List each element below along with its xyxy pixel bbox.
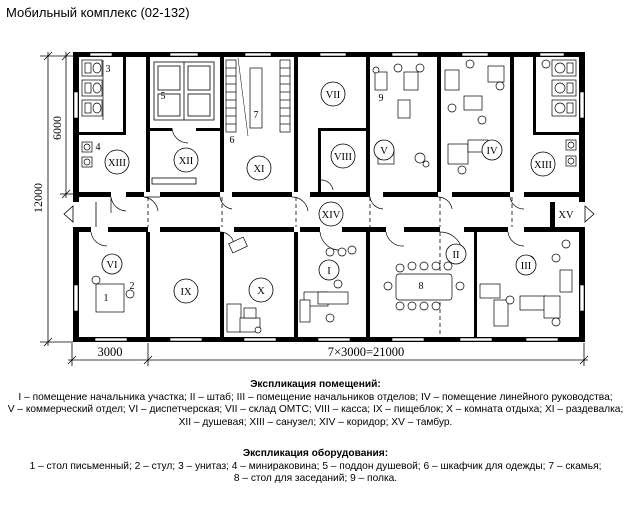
room-label-XI: XI <box>253 164 265 175</box>
room-label-XIII-right: XIII <box>533 160 553 171</box>
room-label-VII: VII <box>325 90 341 101</box>
rooms-legend-line: V – коммерческий отдел; VI – диспетчерская; VII – склад ОМТС; VIII – касса; IX – пищеблок; X – комната отдыха; XI – раздевалка; <box>7 404 624 416</box>
room-label-VI: VI <box>106 260 118 271</box>
equip-mark-2: 2 <box>129 281 135 292</box>
room-label-XIII-left: XIII <box>107 158 127 169</box>
equip-mark-7: 7 <box>253 110 259 121</box>
equip-mark-6: 6 <box>229 135 235 146</box>
room-label-VIII: VIII <box>333 152 353 163</box>
equipment-legend-line: 8 – стол для заседаний; 9 – полка. <box>233 473 398 485</box>
room-label-X: X <box>257 286 265 297</box>
room-label-XV: XV <box>558 210 574 221</box>
equipment-legend-line: 1 – стол письменный; 2 – стул; 3 – унитаз; 4 – миниракoвина; 5 – поддон душевой; 6 – шкафчик для одежды; 7 – скамья; <box>29 460 602 472</box>
equip-mark-4: 4 <box>95 142 101 153</box>
sanitary-right <box>552 60 576 166</box>
room-label-III: III <box>520 261 532 272</box>
room-label-I: I <box>327 266 331 277</box>
equipment-legend-title: Экспликация оборудования: <box>242 448 389 459</box>
equip-mark-5: 5 <box>160 91 166 102</box>
lockers <box>226 58 290 136</box>
rooms-legend-title: Экспликация помещений: <box>250 379 381 390</box>
dim-remaining-bays: 7×3000=21000 <box>327 345 405 359</box>
dim-half-height: 6000 <box>50 116 64 140</box>
room-label-IX: IX <box>180 287 192 298</box>
dim-total-height: 12000 <box>31 183 45 213</box>
equip-mark-3: 3 <box>105 64 111 75</box>
room-label-XII: XII <box>178 156 194 167</box>
dim-first-bay: 3000 <box>97 345 123 359</box>
room-label-II: II <box>452 250 460 261</box>
room-label-V: V <box>380 146 388 157</box>
equip-mark-1: 1 <box>103 293 109 304</box>
equip-mark-8: 8 <box>418 281 424 292</box>
page-title: Мобильный комплекс (02-132) <box>6 5 190 20</box>
rooms-legend-line: XII – душевая; XIII – санузел; XIV – коридор; XV – тамбур. <box>178 416 453 428</box>
room-label-XIV: XIV <box>321 210 341 221</box>
equip-mark-9: 9 <box>378 93 384 104</box>
room-label-IV: IV <box>486 146 498 157</box>
rooms-legend <box>0 379 631 429</box>
rooms-legend-line: I – помещение начальника участка; II – штаб; III – помещение начальников отделов; IV – помещение линейного руководства; <box>18 391 613 403</box>
equipment-legend <box>0 448 631 486</box>
